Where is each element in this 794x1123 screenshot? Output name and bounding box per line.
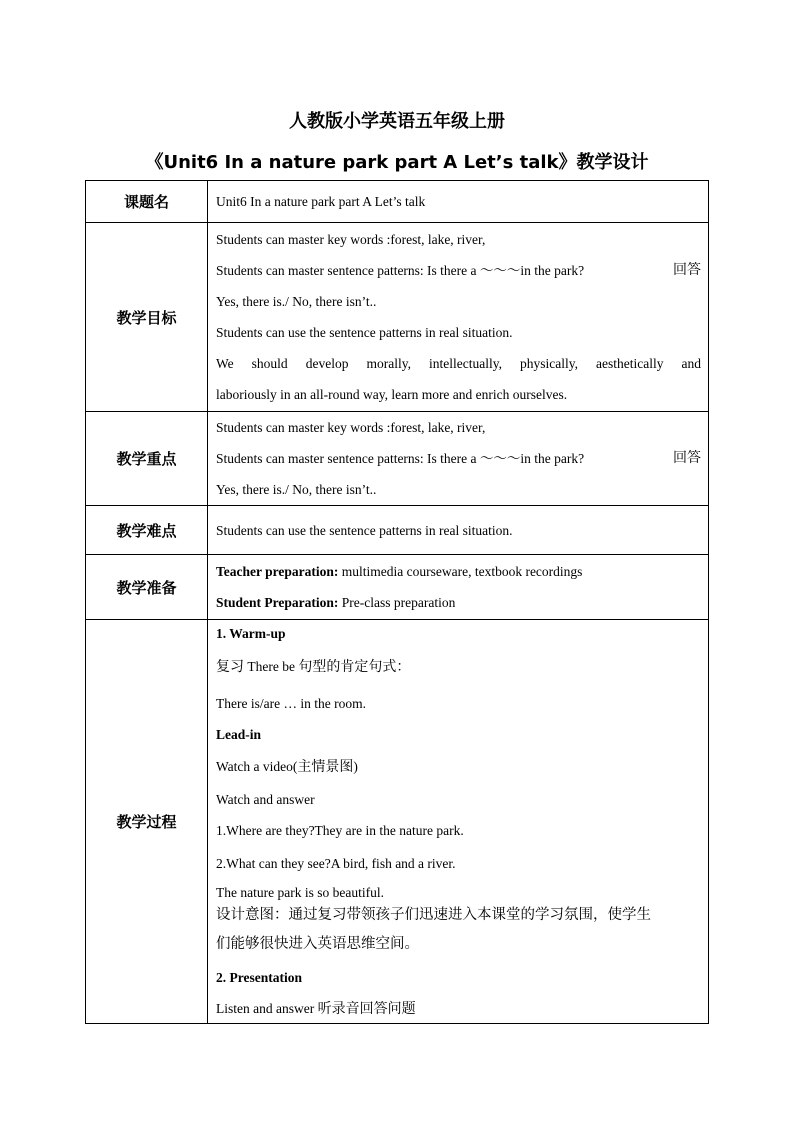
key-points-line-2 [216,443,701,474]
topic-value [208,181,709,223]
objectives-line-2-cn: 回答 [673,262,701,278]
review-prefix: 复习 [216,659,244,675]
objectives-line-2 [216,255,701,286]
example-sentence: There is/are … in the room. [216,696,366,711]
listen-answer-cn: 听录音回答问题 [317,1001,416,1017]
student-preparation-label: Student Preparation: [216,595,339,610]
table-row-difficulties [86,506,709,555]
warmup-heading: 1. Warm-up [216,626,286,641]
summary-line: The nature park is so beautiful. [216,885,384,900]
document-title: 人教版小学英语五年级上册 [289,111,505,132]
lesson-plan-table [85,180,709,1024]
objectives-content [208,223,709,412]
label-preparation: 教学准备 [86,555,208,620]
teacher-preparation-value: multimedia courseware, textbook recordings [338,564,583,579]
watch-answer-line: Watch and answer [216,792,315,807]
key-points-line-2-en: Students can master sentence patterns: Is there a ～～～in the park? [216,451,585,466]
listen-answer-en: Listen and answer [216,1001,318,1016]
label-topic: 课题名 [86,181,208,223]
table-row-key-points [86,412,709,506]
objectives-line-4: Students can use the sentence patterns in real situation. [216,325,513,340]
table-row-process [86,620,709,1024]
table-row-objectives [86,223,709,412]
objectives-line-1: Students can master key words :forest, lake, river, [216,232,486,247]
table-row-preparation [86,555,709,620]
topic-text: Unit6 In a nature park part A Let’s talk [216,194,426,209]
question-2: 2.What can they see?A bird, fish and a river. [216,856,456,871]
label-key-points: 教学重点 [86,412,208,506]
difficulties-line-1: Students can use the sentence patterns in real situation. [216,522,513,538]
teacher-preparation-label: Teacher preparation: [216,564,339,579]
label-process: 教学过程 [86,620,208,1024]
watch-video-en: Watch a video( [216,759,298,774]
key-points-line-2-cn: 回答 [673,450,701,466]
label-difficulties: 教学难点 [86,506,208,555]
difficulties-content [208,506,709,555]
objectives-line-6: laboriously in an all-round way, learn more and enrich ourselves. [216,387,568,402]
objectives-line-3: Yes, there is./ No, there isn’t.. [216,294,377,309]
design-intent-line-2: 们能够很快进入英语思维空间。 [216,936,419,952]
label-objectives: 教学目标 [86,223,208,412]
review-suffix: 句型的肯定句式： [298,659,411,675]
review-mid: There be [244,659,299,674]
review-line [216,648,701,686]
objectives-line-2-en: Students can master sentence patterns: Is there a ～～～in the park? [216,263,585,278]
key-points-line-3: Yes, there is./ No, there isn’t.. [216,482,377,497]
table-row-topic [86,181,709,223]
objectives-line-5: We should develop morally, intellectually, physically, aesthetically and [216,356,701,371]
student-preparation-value: Pre-class preparation [338,595,456,610]
student-preparation [216,587,701,618]
key-points-content [208,412,709,506]
process-content [208,620,709,1024]
leadin-heading: Lead-in [216,727,262,742]
presentation-heading: 2. Presentation [216,970,302,985]
question-1: 1.Where are they?They are in the nature park. [216,823,464,838]
watch-video-line [216,749,701,784]
preparation-content [208,555,709,620]
document-subtitle: 《Unit6 In a nature park part A Let’s talk》教学设计 [145,152,649,173]
watch-video-cn: 主情景图 [297,759,354,775]
watch-video-close: ) [353,759,358,774]
teacher-preparation [216,556,701,587]
listen-answer-line [216,995,701,1023]
design-intent-line-1: 设计意图：通过复习带领孩子们迅速进入本课堂的学习氛围，使学生 [216,907,651,923]
key-points-line-1: Students can master key words :forest, lake, river, [216,420,486,435]
